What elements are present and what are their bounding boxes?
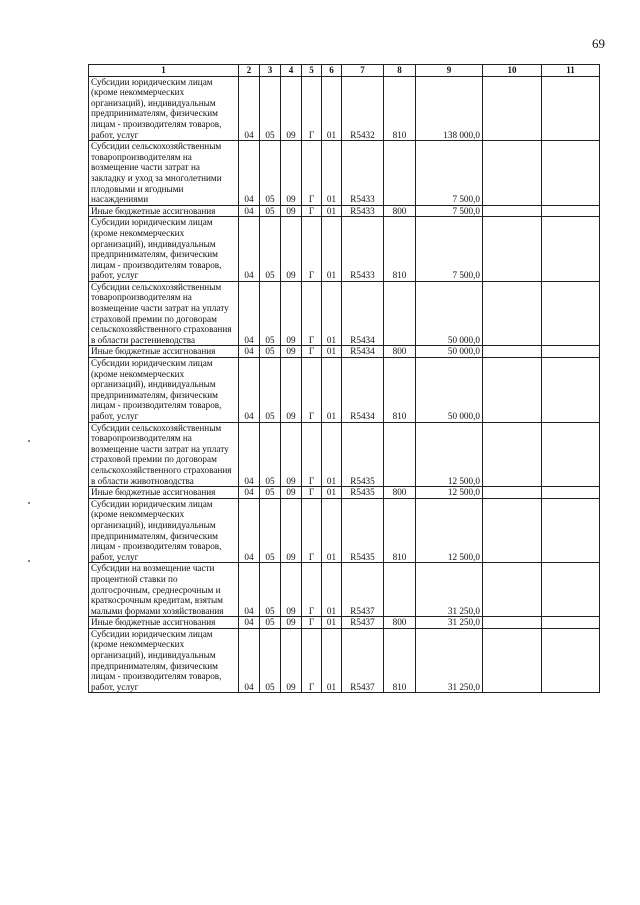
code-cell: Г: [302, 498, 322, 563]
code-cell: [384, 563, 416, 617]
code-cell: 800: [384, 617, 416, 629]
code-cell: 09: [281, 141, 302, 206]
item-name: Субсидии сельскохозяйственным товаропроизводителям на возмещение части затрат на уплату страховой премии по договорам сельскохозяйственного страхования в области растениеводства: [89, 281, 239, 346]
amount-cell: [542, 281, 600, 346]
code-cell: [384, 422, 416, 487]
code-cell: Г: [302, 205, 322, 217]
code-cell: 01: [322, 281, 342, 346]
amount-cell: [542, 498, 600, 563]
table-row: [89, 346, 600, 358]
code-cell: Г: [302, 422, 322, 487]
header-cell: 2: [239, 65, 260, 77]
amount-cell: [483, 281, 542, 346]
code-cell: 05: [260, 76, 281, 141]
code-cell: 01: [322, 76, 342, 141]
amount-cell: [483, 217, 542, 282]
amount-cell: [542, 617, 600, 629]
amount-cell: [483, 358, 542, 423]
code-cell: R5433: [342, 217, 384, 282]
code-cell: 04: [239, 346, 260, 358]
amount-cell: [483, 487, 542, 499]
table-row: [89, 141, 600, 206]
code-cell: 810: [384, 358, 416, 423]
code-cell: Г: [302, 358, 322, 423]
code-cell: 04: [239, 628, 260, 693]
code-cell: Г: [302, 628, 322, 693]
amount-cell: 7 500,0: [416, 217, 483, 282]
code-cell: 05: [260, 422, 281, 487]
amount-cell: 7 500,0: [416, 141, 483, 206]
code-cell: Г: [302, 563, 322, 617]
budget-table: [88, 64, 600, 693]
code-cell: 01: [322, 358, 342, 423]
header-cell: 11: [542, 65, 600, 77]
code-cell: 01: [322, 563, 342, 617]
code-cell: Г: [302, 217, 322, 282]
table-row: [89, 422, 600, 487]
code-cell: R5433: [342, 141, 384, 206]
amount-cell: [483, 76, 542, 141]
code-cell: R5434: [342, 358, 384, 423]
amount-cell: [542, 563, 600, 617]
code-cell: 800: [384, 205, 416, 217]
code-cell: R5432: [342, 76, 384, 141]
amount-cell: 50 000,0: [416, 358, 483, 423]
code-cell: 04: [239, 358, 260, 423]
code-cell: 09: [281, 563, 302, 617]
code-cell: 05: [260, 487, 281, 499]
amount-cell: 31 250,0: [416, 563, 483, 617]
table-row: [89, 205, 600, 217]
code-cell: 05: [260, 628, 281, 693]
code-cell: 04: [239, 617, 260, 629]
code-cell: 810: [384, 76, 416, 141]
amount-cell: 12 500,0: [416, 498, 483, 563]
code-cell: Г: [302, 76, 322, 141]
amount-cell: 12 500,0: [416, 422, 483, 487]
amount-cell: [483, 563, 542, 617]
header-cell: 9: [416, 65, 483, 77]
amount-cell: [542, 141, 600, 206]
code-cell: 09: [281, 358, 302, 423]
code-cell: 04: [239, 76, 260, 141]
item-name: Субсидии юридическим лицам (кроме некоммерческих организаций), индивидуальным предпринимателям, физическим лицам - производителям товаров, работ, услуг: [89, 217, 239, 282]
code-cell: 01: [322, 217, 342, 282]
header-cell: 6: [322, 65, 342, 77]
code-cell: R5437: [342, 617, 384, 629]
code-cell: 05: [260, 217, 281, 282]
code-cell: 810: [384, 217, 416, 282]
table-body: [89, 76, 600, 693]
code-cell: 05: [260, 205, 281, 217]
amount-cell: [542, 76, 600, 141]
amount-cell: [542, 358, 600, 423]
code-cell: 01: [322, 141, 342, 206]
code-cell: R5434: [342, 346, 384, 358]
item-name: Иные бюджетные ассигнования: [89, 487, 239, 499]
code-cell: Г: [302, 487, 322, 499]
amount-cell: [483, 628, 542, 693]
header-cell: 4: [281, 65, 302, 77]
code-cell: 01: [322, 205, 342, 217]
amount-cell: 31 250,0: [416, 628, 483, 693]
code-cell: R5437: [342, 628, 384, 693]
item-name: Субсидии сельскохозяйственным товаропроизводителям на возмещение части затрат на уплату страховой премии по договорам сельскохозяйственного страхования в области животноводства: [89, 422, 239, 487]
code-cell: R5437: [342, 563, 384, 617]
item-name: Иные бюджетные ассигнования: [89, 617, 239, 629]
amount-cell: [483, 346, 542, 358]
code-cell: 01: [322, 487, 342, 499]
code-cell: 09: [281, 628, 302, 693]
code-cell: 09: [281, 76, 302, 141]
table-row: [89, 217, 600, 282]
page-number: 69: [592, 36, 605, 51]
item-name: Субсидии юридическим лицам (кроме некоммерческих организаций), индивидуальным предпринимателям, физическим лицам - производителям товаров, работ, услуг: [89, 498, 239, 563]
code-cell: 05: [260, 498, 281, 563]
code-cell: R5435: [342, 487, 384, 499]
item-name: Иные бюджетные ассигнования: [89, 346, 239, 358]
table-row: [89, 358, 600, 423]
code-cell: 09: [281, 617, 302, 629]
amount-cell: 12 500,0: [416, 487, 483, 499]
code-cell: 01: [322, 628, 342, 693]
item-name: Субсидии сельскохозяйственным товаропроизводителям на возмещение части затрат на закладку и уход за многолетними плодовыми и ягодными насаждениями: [89, 141, 239, 206]
code-cell: 04: [239, 498, 260, 563]
header-cell: 10: [483, 65, 542, 77]
code-cell: 800: [384, 487, 416, 499]
amount-cell: [542, 217, 600, 282]
code-cell: Г: [302, 346, 322, 358]
code-cell: 810: [384, 628, 416, 693]
amount-cell: [483, 617, 542, 629]
table-row: [89, 563, 600, 617]
code-cell: [384, 141, 416, 206]
header-row: [89, 65, 600, 77]
header-cell: 8: [384, 65, 416, 77]
amount-cell: [542, 422, 600, 487]
code-cell: 09: [281, 217, 302, 282]
code-cell: 09: [281, 498, 302, 563]
code-cell: 01: [322, 346, 342, 358]
code-cell: 04: [239, 141, 260, 206]
amount-cell: [483, 498, 542, 563]
code-cell: 05: [260, 563, 281, 617]
header-cell: 7: [342, 65, 384, 77]
item-name: Субсидии юридическим лицам (кроме некоммерческих организаций), индивидуальным предпринимателям, физическим лицам - производителям товаров, работ, услуг: [89, 628, 239, 693]
code-cell: R5433: [342, 205, 384, 217]
amount-cell: 31 250,0: [416, 617, 483, 629]
code-cell: R5435: [342, 422, 384, 487]
table-row: [89, 628, 600, 693]
code-cell: 05: [260, 346, 281, 358]
code-cell: 09: [281, 422, 302, 487]
item-name: Субсидии на возмещение части процентной ставки по долгосрочным, среднесрочным и краткосрочным кредитам, взятым малыми формами хозяйствования: [89, 563, 239, 617]
amount-cell: [542, 346, 600, 358]
amount-cell: [483, 205, 542, 217]
item-name: Субсидии юридическим лицам (кроме некоммерческих организаций), индивидуальным предпринимателям, физическим лицам - производителям товаров, работ, услуг: [89, 358, 239, 423]
code-cell: 04: [239, 422, 260, 487]
amount-cell: 50 000,0: [416, 346, 483, 358]
amount-cell: 138 000,0: [416, 76, 483, 141]
header-cell: 5: [302, 65, 322, 77]
table-row: [89, 281, 600, 346]
amount-cell: 50 000,0: [416, 281, 483, 346]
amount-cell: [542, 487, 600, 499]
code-cell: 810: [384, 498, 416, 563]
header-cell: 3: [260, 65, 281, 77]
code-cell: 04: [239, 205, 260, 217]
code-cell: R5435: [342, 498, 384, 563]
code-cell: 05: [260, 358, 281, 423]
code-cell: 04: [239, 281, 260, 346]
code-cell: 01: [322, 498, 342, 563]
table-row: [89, 498, 600, 563]
code-cell: 04: [239, 217, 260, 282]
code-cell: 09: [281, 205, 302, 217]
item-name: Субсидии юридическим лицам (кроме некоммерческих организаций), индивидуальным предпринимателям, физическим лицам - производителям товаров, работ, услуг: [89, 76, 239, 141]
code-cell: Г: [302, 281, 322, 346]
table-row: [89, 617, 600, 629]
code-cell: 800: [384, 346, 416, 358]
code-cell: 04: [239, 487, 260, 499]
amount-cell: [542, 205, 600, 217]
item-name: Иные бюджетные ассигнования: [89, 205, 239, 217]
table-row: [89, 76, 600, 141]
amount-cell: 7 500,0: [416, 205, 483, 217]
code-cell: 05: [260, 617, 281, 629]
header-cell: 1: [89, 65, 239, 77]
code-cell: 04: [239, 563, 260, 617]
code-cell: 05: [260, 281, 281, 346]
code-cell: 05: [260, 141, 281, 206]
code-cell: Г: [302, 141, 322, 206]
code-cell: [384, 281, 416, 346]
table-row: [89, 487, 600, 499]
code-cell: R5434: [342, 281, 384, 346]
scan-speckle-marks: [28, 440, 30, 580]
code-cell: Г: [302, 617, 322, 629]
code-cell: 09: [281, 346, 302, 358]
amount-cell: [483, 141, 542, 206]
amount-cell: [483, 422, 542, 487]
code-cell: 09: [281, 487, 302, 499]
amount-cell: [542, 628, 600, 693]
code-cell: 01: [322, 617, 342, 629]
code-cell: 09: [281, 281, 302, 346]
code-cell: 01: [322, 422, 342, 487]
